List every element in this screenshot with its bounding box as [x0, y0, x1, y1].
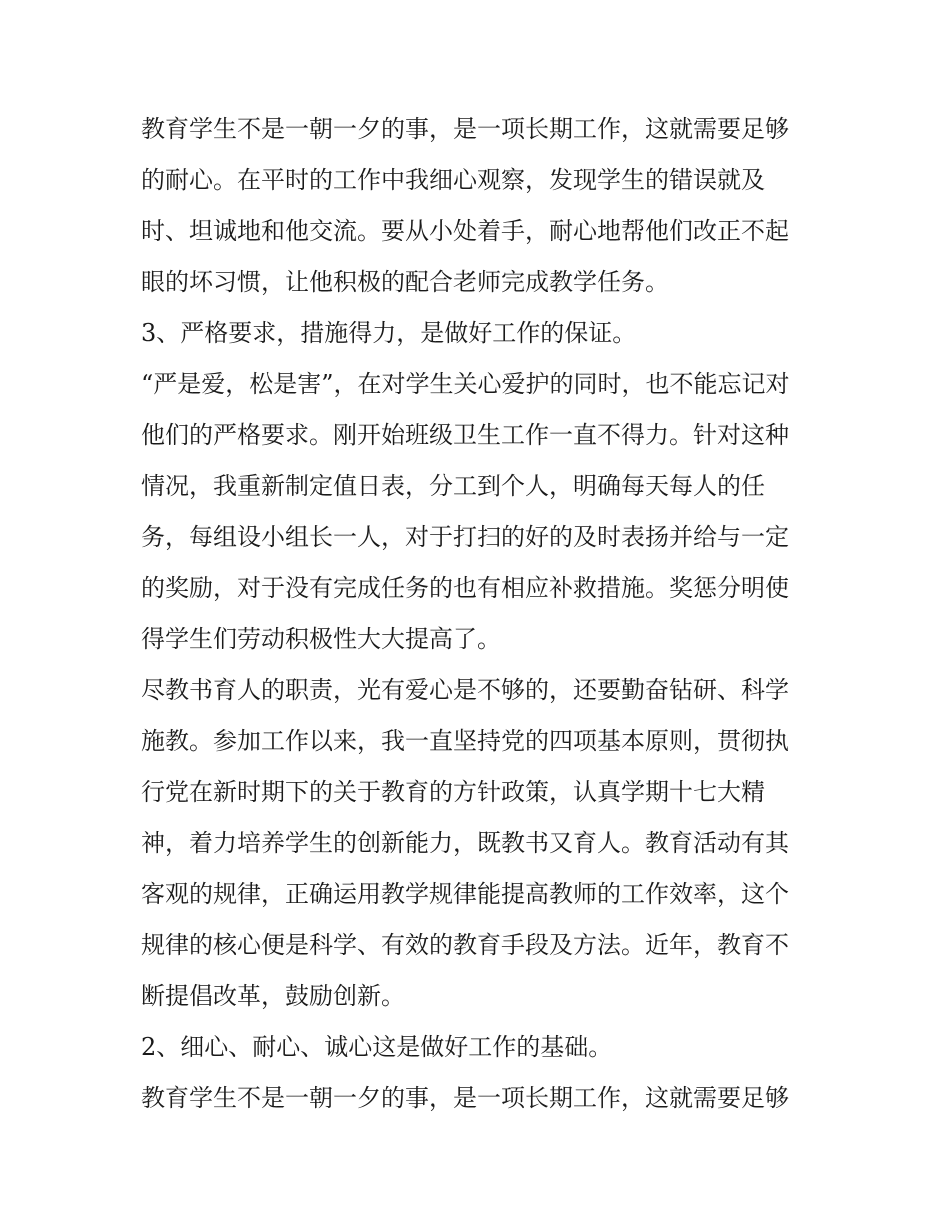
body-text	[141, 104, 821, 1124]
text-line: “严是爱，松是害”，在对学生关心爱护的同时，也不能忘记对	[141, 370, 790, 398]
text-line: 教育学生不是一朝一夕的事，是一项长期工作，这就需要足够	[141, 115, 789, 143]
text-line: 客观的规律，正确运用教学规律能提高教师的工作效率，这个	[141, 880, 789, 908]
text-line: 规律的核心便是科学、有效的教育手段及方法。近年，教育不	[141, 931, 789, 959]
text-line: 得学生们劳动积极性大大提高了。	[141, 625, 501, 653]
section-heading-2: 2、细心、耐心、诚心这是做好工作的基础。	[141, 1033, 613, 1061]
text-line: 他们的严格要求。刚开始班级卫生工作一直不得力。针对这种	[141, 421, 789, 449]
text-line: 的奖励，对于没有完成任务的也有相应补救措施。奖惩分明使	[141, 574, 789, 602]
text-line: 务，每组设小组长一人，对于打扫的好的及时表扬并给与一定	[141, 523, 789, 551]
text-line: 断提倡改革，鼓励创新。	[141, 982, 405, 1010]
text-line: 尽教书育人的职责，光有爱心是不够的，还要勤奋钻研、科学	[141, 676, 789, 704]
text-line: 情况，我重新制定值日表，分工到个人，明确每天每人的任	[141, 472, 765, 500]
text-line: 神，着力培养学生的创新能力，既教书又育人。教育活动有其	[141, 829, 789, 857]
text-line: 时、坦诚地和他交流。要从小处着手，耐心地帮他们改正不起	[141, 217, 789, 245]
text-line: 行党在新时期下的关于教育的方针政策，认真学期十七大精	[141, 778, 765, 806]
text-line: 教育学生不是一朝一夕的事，是一项长期工作，这就需要足够	[141, 1084, 789, 1112]
text-line: 眼的坏习惯，让他积极的配合老师完成教学任务。	[141, 268, 669, 296]
section-heading-3: 3、严格要求，措施得力，是做好工作的保证。	[141, 319, 637, 347]
text-line: 的耐心。在平时的工作中我细心观察，发现学生的错误就及	[141, 166, 765, 194]
text-line: 施教。参加工作以来，我一直坚持党的四项基本原则，贯彻执	[141, 727, 789, 755]
